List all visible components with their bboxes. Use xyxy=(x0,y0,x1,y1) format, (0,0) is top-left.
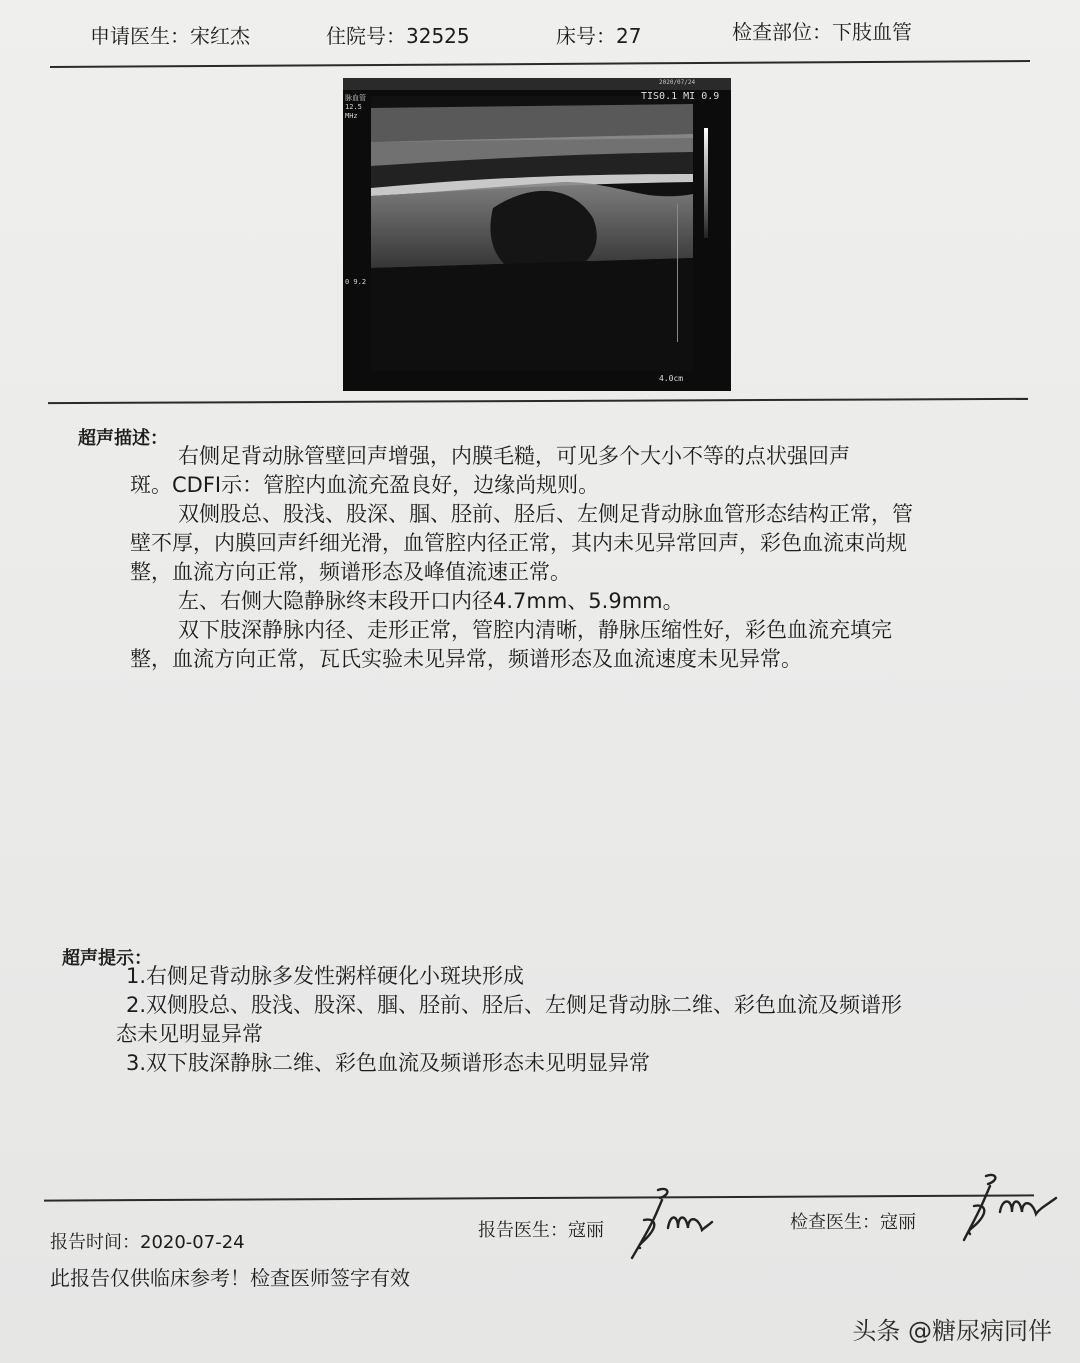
exam-doctor-value: 寇丽 xyxy=(880,1212,916,1233)
header-divider xyxy=(50,60,1030,68)
report-time-value: 2020-07-24 xyxy=(140,1232,245,1253)
report-time-label: 报告时间： xyxy=(50,1232,140,1253)
exam-site-label: 检查部位： xyxy=(732,20,832,44)
requesting-doctor xyxy=(90,20,250,49)
conclusion-item: 2.双侧股总、股浅、股深、腘、胫前、胫后、左侧足背动脉二维、彩色血流及频谱形 xyxy=(126,993,903,1017)
ultrasound-probe-value: 0 9.2 xyxy=(345,278,367,286)
ultrasound-date: 2020/07/24 xyxy=(659,79,696,86)
report-time xyxy=(50,1228,245,1254)
report-notice: 此报告仅供临床参考！检查医师签字有效 xyxy=(50,1266,410,1290)
ultrasound-scan xyxy=(343,78,731,391)
ultrasound-side-label: 脉血管 xyxy=(345,94,366,102)
conclusion-title: 超声提示： xyxy=(62,948,152,969)
footer-divider xyxy=(44,1194,1034,1201)
ultrasound-params xyxy=(345,94,366,121)
ultrasound-depth: 4.0cm xyxy=(659,374,684,383)
ultrasound-header-bar xyxy=(343,78,731,90)
exam-doctor-label: 检查医生： xyxy=(790,1212,880,1233)
description-paragraph: 双下肢深静脉内径、走形正常，管腔内清晰，静脉压缩性好，彩色血流充填完 xyxy=(178,618,892,642)
image-divider xyxy=(48,398,1028,404)
description-paragraph: 斑。CDFI示：管腔内血流充盈良好，边缘尚规则。 xyxy=(130,473,600,497)
description-paragraph: 整，血流方向正常，瓦氏实验未见异常，频谱形态及血流速度未见异常。 xyxy=(130,647,802,671)
ultrasound-side-value-2: MHz xyxy=(345,112,358,120)
report-doctor-value: 寇丽 xyxy=(568,1220,604,1241)
grayscale-bar xyxy=(704,128,708,238)
requesting-doctor-value: 宋红杰 xyxy=(190,24,250,48)
ultrasound-side-value-1: 12.5 xyxy=(345,103,362,111)
ultrasound-tis: TIS0.1 MI 0.9 xyxy=(641,91,720,102)
signature-exam-doctor xyxy=(956,1168,1066,1248)
exam-site xyxy=(732,16,912,45)
description-body xyxy=(130,442,1000,674)
inpatient-number xyxy=(326,20,470,49)
inpatient-number-label: 住院号： xyxy=(326,24,406,48)
watermark-text: 头条 @糖尿病同伴 xyxy=(852,1317,1052,1345)
signature-report-doctor xyxy=(620,1184,720,1264)
description-title: 超声描述： xyxy=(78,428,168,449)
description-paragraph: 整，血流方向正常，频谱形态及峰值流速正常。 xyxy=(130,560,571,584)
depth-ruler xyxy=(677,204,678,342)
description-paragraph: 双侧股总、股浅、股深、腘、胫前、胫后、左侧足背动脉血管形态结构正常，管 xyxy=(178,502,913,526)
description-paragraph: 壁不厚，内膜回声纤细光滑，血管腔内径正常，其内未见异常回声，彩色血流束尚规 xyxy=(130,531,907,555)
conclusion-item: 3.双下肢深静脉二维、彩色血流及频谱形态未见明显异常 xyxy=(126,1051,651,1075)
bed-number-label: 床号： xyxy=(556,24,616,48)
report-doctor-label: 报告医生： xyxy=(478,1220,568,1241)
conclusion-item: 1.右侧足背动脉多发性粥样硬化小斑块形成 xyxy=(126,964,525,988)
inpatient-number-value: 32525 xyxy=(406,24,470,48)
report-doctor xyxy=(478,1216,604,1242)
exam-site-value: 下肢血管 xyxy=(832,20,912,44)
conclusion-item: 态未见明显异常 xyxy=(116,1022,263,1046)
requesting-doctor-label: 申请医生： xyxy=(90,24,190,48)
description-paragraph: 右侧足背动脉管壁回声增强，内膜毛糙，可见多个大小不等的点状强回声 xyxy=(178,444,850,468)
ultrasound-image xyxy=(343,78,731,391)
exam-doctor xyxy=(790,1208,916,1234)
conclusion-body xyxy=(116,962,1036,1078)
description-paragraph: 左、右侧大隐静脉终末段开口内径4.7mm、5.9mm。 xyxy=(178,589,684,613)
bed-number-value: 27 xyxy=(616,24,642,48)
bed-number xyxy=(556,20,641,49)
